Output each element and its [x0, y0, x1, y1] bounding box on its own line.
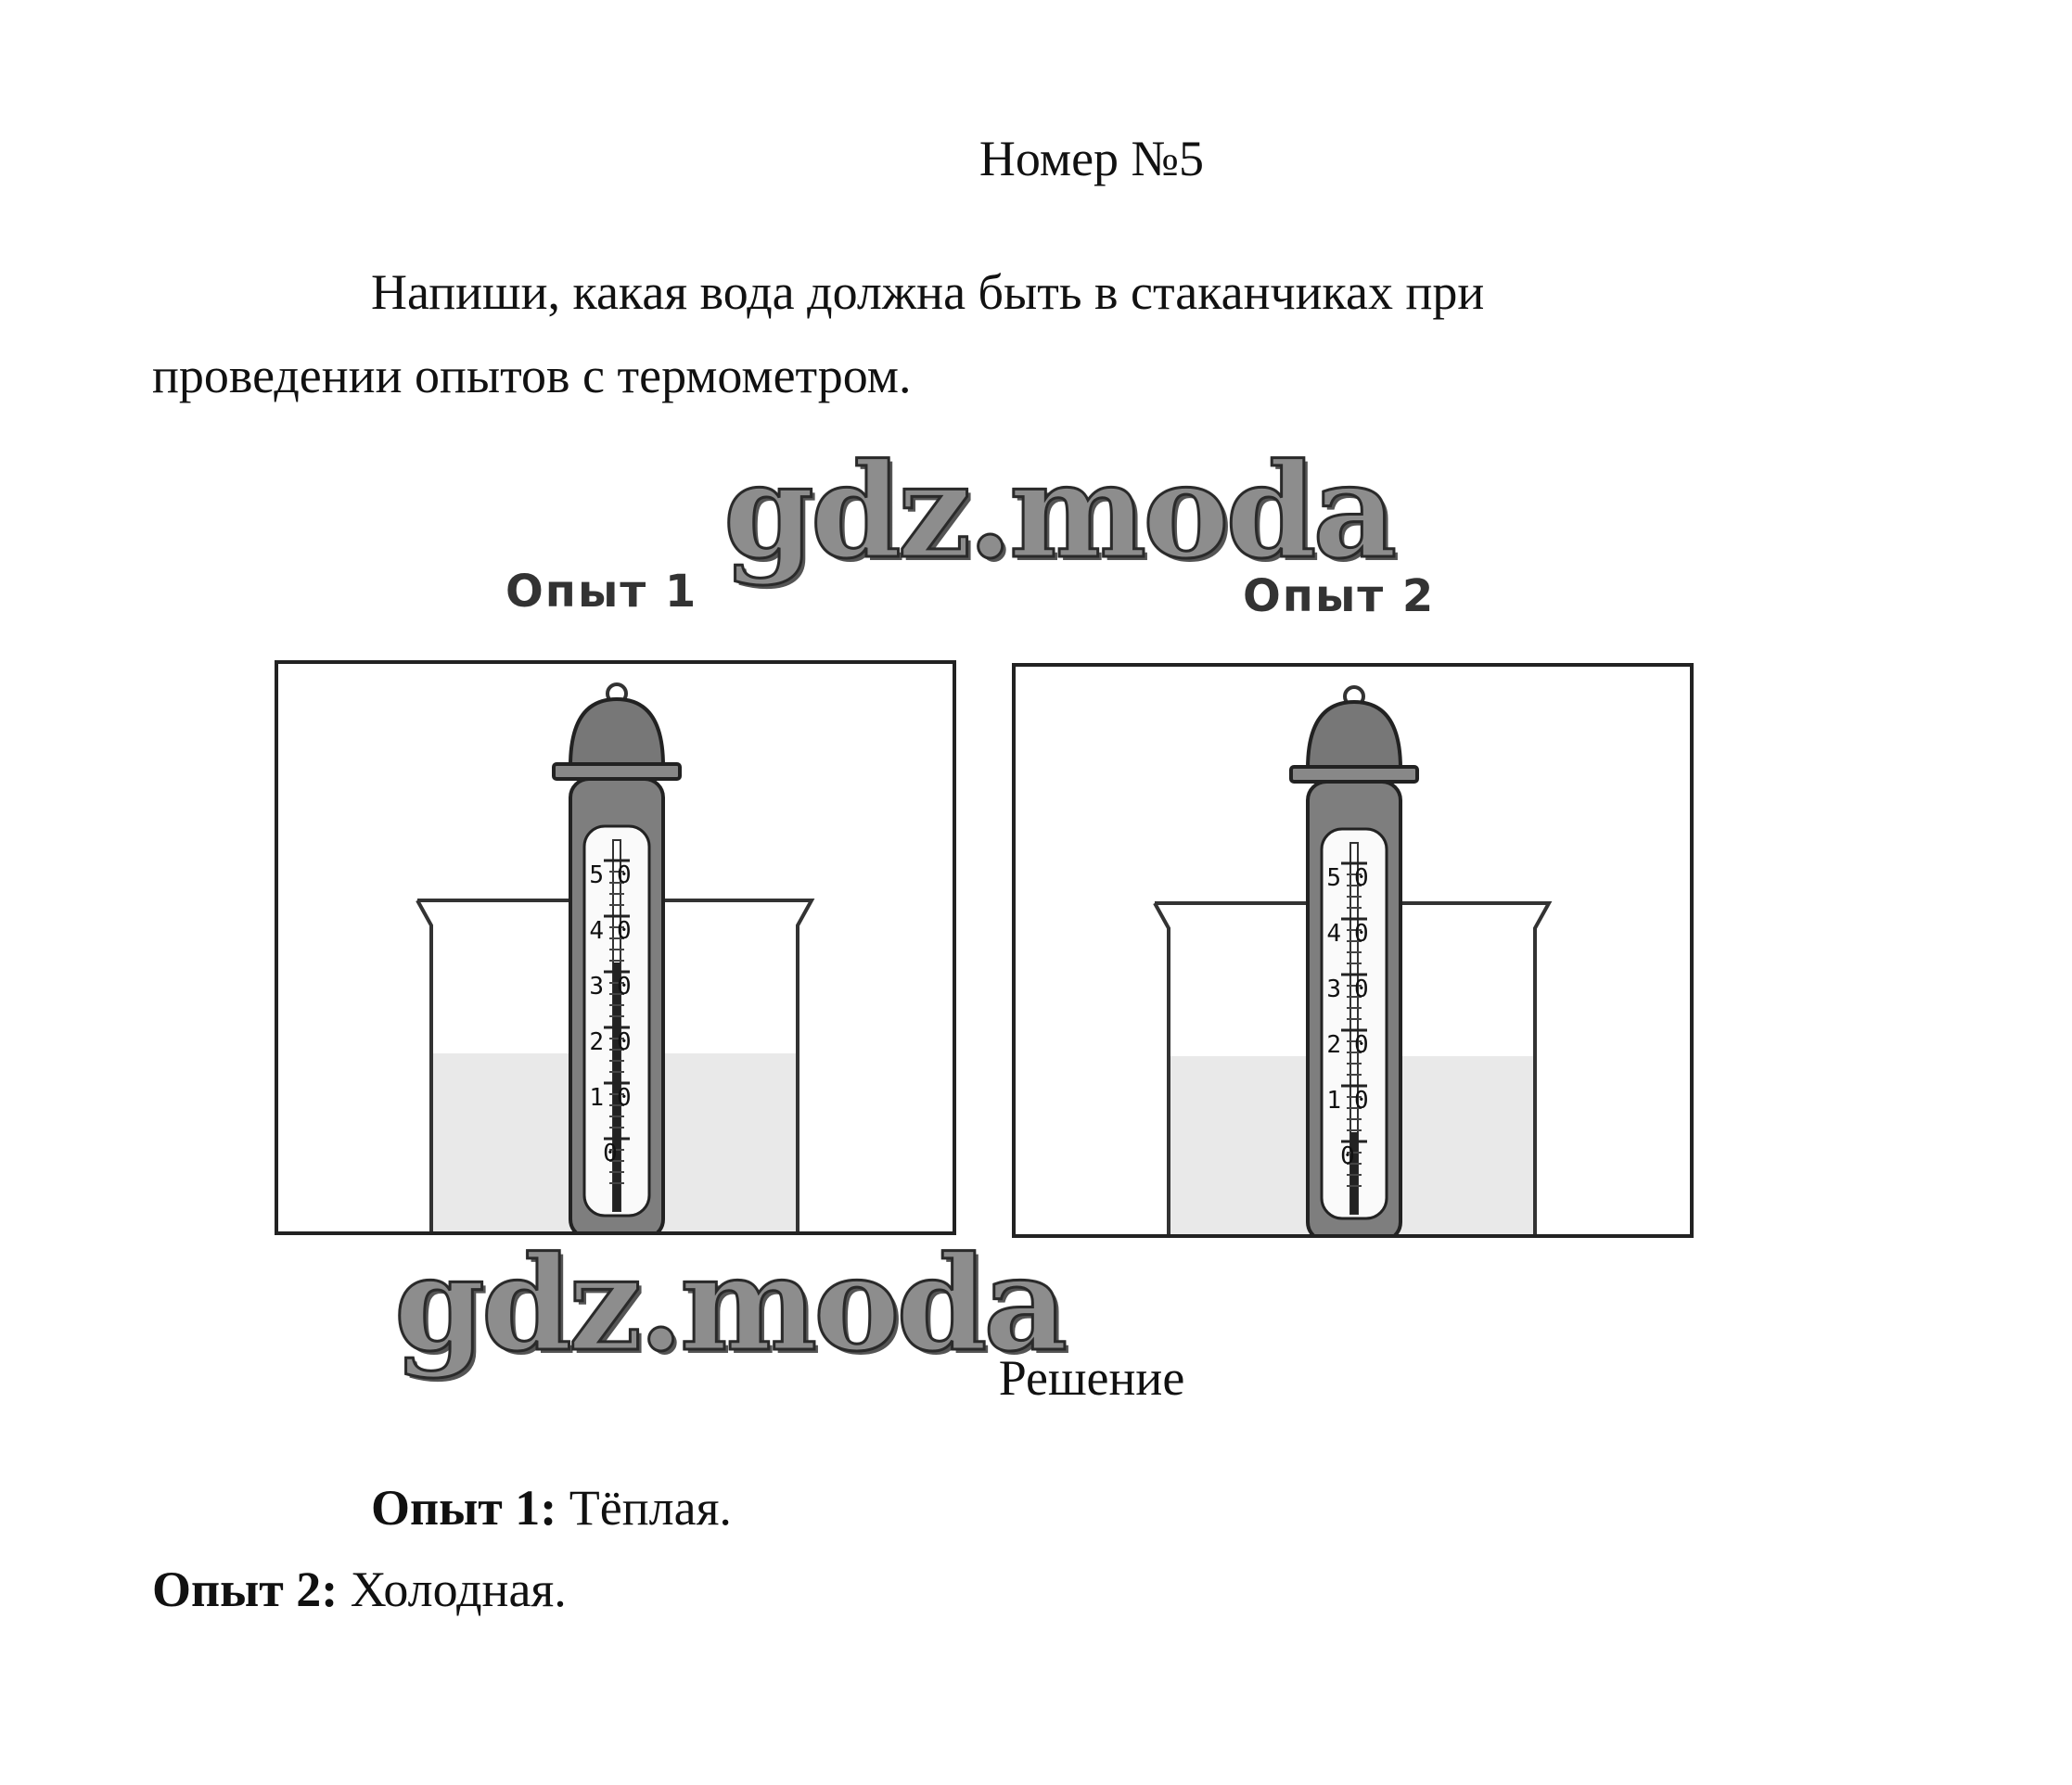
scale-label: 30 [589, 973, 645, 1001]
watermark-top: gdz.moda [723, 436, 1394, 588]
scale-label: 0 [1340, 1142, 1368, 1170]
answer-1 [371, 1479, 732, 1536]
scale-label: 50 [1326, 864, 1382, 892]
thermometer-cap [570, 699, 663, 766]
scale-label: 20 [1326, 1031, 1382, 1059]
answer-2 [152, 1561, 567, 1618]
scale-label: 40 [589, 917, 645, 945]
experiment-1-label: Опыт 1 [505, 566, 698, 618]
answer-1-label: Опыт 1: [371, 1480, 557, 1536]
watermark-bottom: gdz.moda [394, 1229, 1065, 1381]
page-title: Номер №5 [978, 131, 1205, 186]
answer-2-label: Опыт 2: [152, 1562, 339, 1617]
task-line-2: проведении опытов с термометром. [152, 348, 912, 403]
task-line-1: Напиши, какая вода должна быть в стаканчиках при [371, 264, 1485, 320]
scale-label: 10 [589, 1084, 645, 1112]
thermometer-rim [554, 764, 680, 779]
experiment-2-label: Опыт 2 [1243, 570, 1436, 622]
experiment-1-illustration [275, 660, 956, 1235]
scale-label: 50 [589, 861, 645, 889]
answer-1-text: Тёплая. [569, 1480, 732, 1536]
task-text [152, 250, 1729, 417]
scale-label: 20 [589, 1028, 645, 1056]
thermometer-cap [1308, 702, 1401, 769]
scale-label: 40 [1326, 920, 1382, 948]
scale-label: 30 [1326, 975, 1382, 1003]
thermometer-in-glass-2 [1016, 667, 1690, 1234]
experiment-2-illustration [1012, 663, 1694, 1238]
scale-label: 0 [603, 1140, 631, 1167]
thermometer-in-glass-1 [278, 664, 953, 1231]
thermometer-rim [1291, 767, 1417, 782]
answer-2-text: Холодная. [350, 1562, 567, 1617]
scale-label: 10 [1326, 1087, 1382, 1115]
solution-heading: Решение [998, 1350, 1185, 1406]
